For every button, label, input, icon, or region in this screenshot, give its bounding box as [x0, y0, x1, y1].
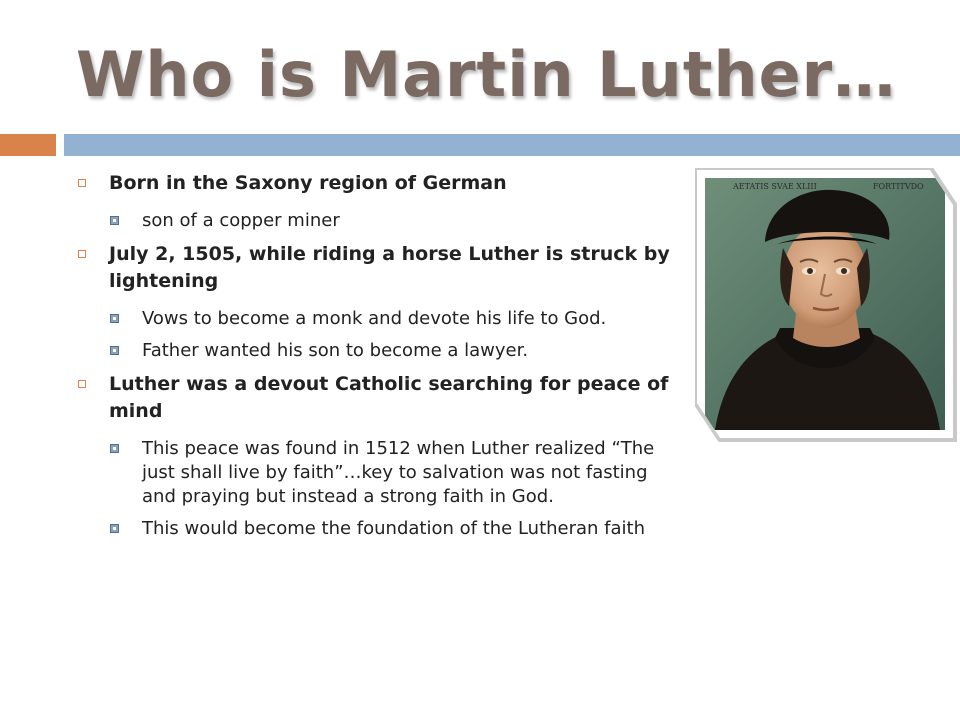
filled-square-bullet-icon [110, 314, 119, 323]
sub-bullet-3-1 [109, 437, 676, 509]
sub-bullet-2-2 [109, 339, 676, 363]
portrait-frame [697, 170, 953, 438]
sub-bullet-text: This would become the foundation of the Lutheran faith [142, 518, 646, 539]
sub-bullet-2-1 [109, 307, 676, 331]
slide-title: Who is Martin Luther… [76, 38, 897, 111]
accent-bar-blue [64, 134, 960, 156]
sub-bullet-1-1 [109, 209, 676, 233]
hollow-square-bullet-icon [78, 179, 86, 187]
bullet-point-text: July 2, 1505, while riding a horse Luther is struck by lightening [109, 243, 670, 292]
sub-bullet-3-2 [109, 517, 676, 541]
bullet-point-3 [76, 371, 676, 425]
hollow-square-bullet-icon [78, 380, 86, 388]
inscription-left: AETATIS SVAE XLIII [733, 182, 817, 191]
inscription-right: FORTITVDO [873, 182, 924, 191]
accent-bar-orange [0, 134, 56, 156]
sub-bullet-text: Father wanted his son to become a lawyer. [142, 340, 529, 361]
filled-square-bullet-icon [110, 216, 119, 225]
bullet-list [76, 170, 676, 549]
filled-square-bullet-icon [110, 346, 119, 355]
bullet-point-2 [76, 241, 676, 295]
filled-square-bullet-icon [110, 524, 119, 533]
sub-bullet-text: son of a copper miner [142, 210, 340, 231]
martin-luther-portrait [705, 178, 945, 430]
bullet-point-text: Luther was a devout Catholic searching for peace of mind [109, 373, 669, 422]
sub-bullet-text: Vows to become a monk and devote his life to God. [142, 308, 607, 329]
hollow-square-bullet-icon [78, 250, 86, 258]
sub-bullet-text: This peace was found in 1512 when Luther realized “The just shall live by faith”…key to salvation was not fasting and praying but instead a strong faith in God. [142, 438, 655, 507]
filled-square-bullet-icon [110, 444, 119, 453]
bullet-point-1 [76, 170, 676, 197]
bullet-point-text: Born in the Saxony region of German [109, 172, 507, 194]
